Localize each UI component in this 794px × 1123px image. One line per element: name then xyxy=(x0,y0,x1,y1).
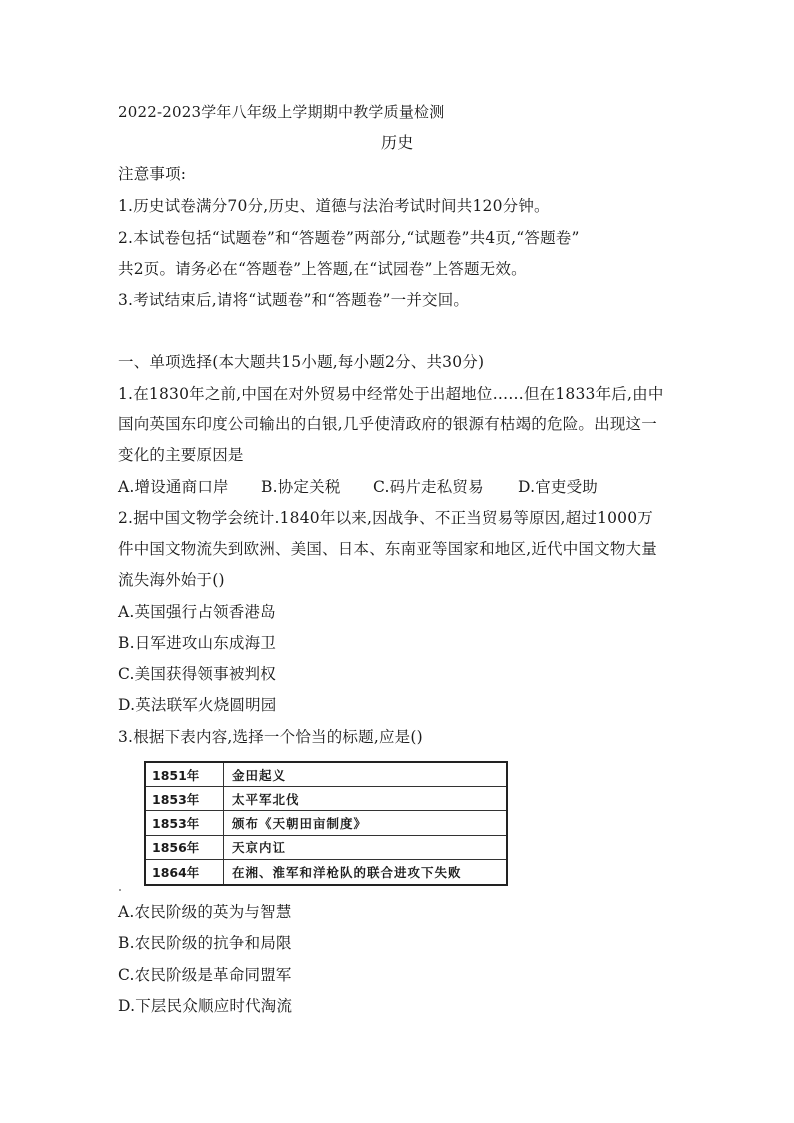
option-b: B.日军进攻山东成海卫 xyxy=(118,634,277,652)
question-1-line: 变化的主要原因是 xyxy=(118,446,244,464)
question-1-line: 国向英国东印度公司输出的白银,几乎使清政府的银源有枯竭的危险。出现这一 xyxy=(118,415,657,433)
question-1-line: 1.在1830年之前,中国在对外贸易中经常处于出超地位……但在1833年后,由中 xyxy=(118,385,664,403)
table-row xyxy=(146,836,506,860)
table-row xyxy=(146,763,506,787)
exam-title: 2022-2023学年八年级上学期期中教学质量检测 xyxy=(118,103,445,121)
option-b: B.协定关税 xyxy=(261,478,341,496)
option-a: A.农民阶级的英为与智慧 xyxy=(118,903,292,921)
note-item: 共2页。请务必在“答题卷”上答题,在“试园卷”上答题无效。 xyxy=(118,260,527,278)
table-row xyxy=(146,811,506,835)
option-a: A.增设通商口岸 xyxy=(118,478,229,496)
note-item: 1.历史试卷满分70分,历史、道德与法治考试时间共120分钟。 xyxy=(118,197,550,215)
option-c: C.美国获得领事被判权 xyxy=(118,665,276,683)
option-d: D.官吏受助 xyxy=(518,478,599,496)
section-heading: 一、单项选择(本大题共15小题,每小题2分、共30分) xyxy=(118,353,485,371)
option-d: D.下层民众顺应时代淘流 xyxy=(118,997,293,1015)
question-1-options xyxy=(118,477,598,497)
table-year: 1856年 xyxy=(146,836,224,859)
table-year: 1853年 xyxy=(146,811,224,834)
option-a: A.英国强行占领香港岛 xyxy=(118,603,276,621)
question-2-line: 件中国文物流失到欧洲、美国、日本、东南亚等国家和地区,近代中国文物大量 xyxy=(118,540,657,558)
table-year: 1851年 xyxy=(146,763,224,786)
table-year: 1864年 xyxy=(146,860,224,884)
note-item: 3.考试结束后,请将“试题卷”和“答题卷”一并交回。 xyxy=(118,291,470,309)
subject-title: 历史 xyxy=(381,133,414,152)
table-event: 太平军北伐 xyxy=(232,791,300,807)
option-c: C.农民阶级是革命同盟军 xyxy=(118,966,292,984)
option-b: B.农民阶级的抗争和局限 xyxy=(118,934,292,952)
table-event: 颁布《天朝田亩制度》 xyxy=(232,815,368,831)
option-d: D.英法联军火烧圆明园 xyxy=(118,696,277,714)
scan-speck xyxy=(119,889,121,891)
table-event: 在湘、淮军和洋枪队的联合进攻下失败 xyxy=(232,864,462,880)
table-row xyxy=(146,860,506,884)
question-2-line: 流失海外始于() xyxy=(118,571,225,589)
table-event: 天京内讧 xyxy=(232,840,287,856)
option-c: C.码片走私贸易 xyxy=(373,478,484,496)
note-item: 2.本试卷包括“试题卷”和“答题卷”两部分,“试题卷”共4页,“答题卷” xyxy=(118,229,580,247)
question-2-line: 2.据中国文物学会统计.1840年以来,因战争、不正当贸易等原因,超过1000万 xyxy=(118,509,653,527)
table-event: 金田起义 xyxy=(232,767,287,783)
notes-heading: 注意事项: xyxy=(118,165,187,183)
table-year: 1853年 xyxy=(146,787,224,810)
events-table xyxy=(144,761,508,886)
table-row xyxy=(146,787,506,811)
question-3-line: 3.根据下表内容,选择一个恰当的标题,应是() xyxy=(118,728,423,746)
